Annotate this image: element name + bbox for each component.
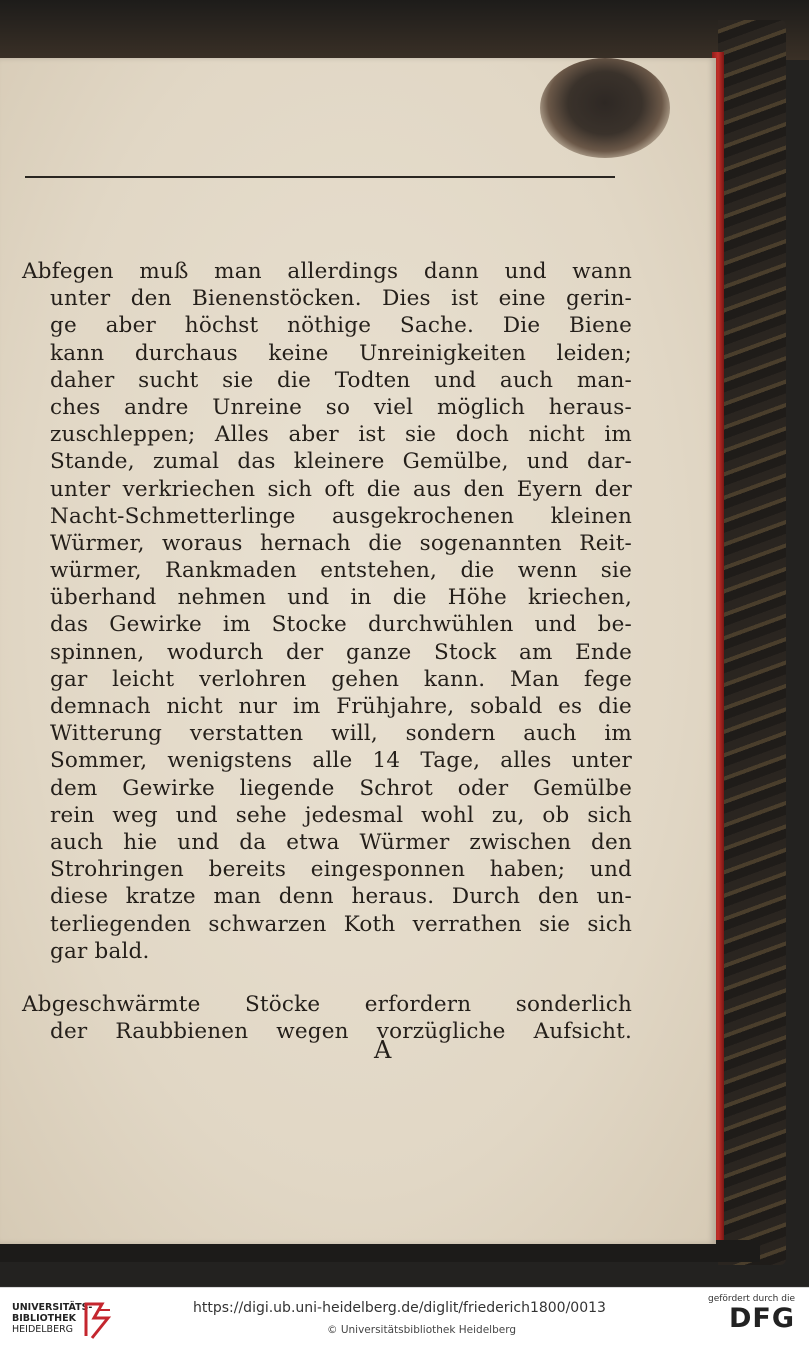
text-line: zuschleppen; Alles aber ist sie doch nicht im: [50, 422, 632, 448]
text-line: Nacht-Schmetterlinge ausgekrochenen kleinen: [50, 503, 632, 529]
copyright-notice: © Universitätsbibliothek Heidelberg: [327, 1324, 517, 1336]
text-line: daher sucht sie die Todten und auch man-: [50, 367, 632, 393]
page-url-link[interactable]: https://digi.ub.uni-heidelberg.de/diglit/friederich1800/0013: [193, 1300, 606, 1316]
text-line: Würmer, woraus hernach die sogenannten Reit-: [50, 530, 632, 556]
library-name-line: BIBLIOTHEK: [12, 1313, 76, 1324]
dfg-funder[interactable]: [708, 1294, 795, 1334]
text-line: unter verkriechen sich oft die aus den Eyern der: [50, 476, 632, 502]
viewer-footer: [0, 1287, 809, 1347]
text-line: Strohringen bereits eingesponnen haben; und: [50, 857, 632, 883]
text-line: demnach nicht nur im Frühjahre, sobald es die: [50, 694, 632, 719]
text-line: würmer, Rankmaden entstehen, die wenn sie: [50, 558, 632, 584]
text-line: ches andre Unreine so viel möglich heraus-: [50, 394, 632, 420]
text-line: spinnen, wodurch der ganze Stock am Ende: [50, 639, 632, 665]
page-text-block: [22, 258, 632, 1045]
text-line: terliegenden schwarzen Koth verrathen sie sich: [50, 911, 632, 937]
text-line: ge aber höchst nöthige Sache. Die Biene: [50, 313, 632, 339]
signature-mark: A: [374, 1036, 392, 1064]
text-line: diese kratze man denn heraus. Durch den un-: [50, 884, 632, 910]
text-line: überhand nehmen und in die Höhe kriechen,: [50, 585, 632, 611]
text-line: Sommer, wenigstens alle 14 Tage, alles unter: [50, 748, 632, 774]
library-emblem-icon: [82, 1298, 114, 1344]
text-line: das Gewirke im Stocke durchwühlen und be-: [50, 612, 632, 638]
university-library-logo[interactable]: [12, 1302, 92, 1335]
text-line: Witterung verstatten will, sondern auch im: [50, 721, 632, 747]
header-rule: [25, 176, 615, 178]
text-line: unter den Bienenstöcken. Dies ist eine gerin-: [50, 286, 632, 312]
text-line: gar bald.: [50, 938, 150, 964]
text-line: kann durchaus keine Unreinigkeiten leiden;: [50, 340, 632, 366]
library-name-line: UNIVERSITÄTS-: [12, 1302, 93, 1313]
text-line: auch hie und da etwa Würmer zwischen den: [50, 829, 632, 855]
library-name-line: HEIDELBERG: [12, 1324, 74, 1335]
text-line: Stande, zumal das kleinere Gemülbe, und dar-: [50, 449, 632, 475]
text-line: gar leicht verlohren gehen kann. Man fege: [50, 666, 632, 692]
dfg-logo: DFG: [728, 1303, 795, 1334]
book-cover-top: [0, 0, 809, 60]
book-cover-edge: [718, 20, 786, 1265]
text-line: rein weg und sehe jedesmal wohl zu, ob sich: [50, 802, 632, 828]
funder-note: gefördert durch die: [708, 1294, 795, 1304]
ink-stain: [540, 58, 670, 158]
text-line: Abfegen muß man allerdings dann und wann: [22, 259, 632, 284]
text-line: der Raubbienen wegen vorzügliche Aufsicht.: [50, 1019, 632, 1045]
text-line: Abgeschwärmte Stöcke erfordern sonderlich: [22, 991, 632, 1017]
text-line: dem Gewirke liegende Schrot oder Gemülbe: [50, 775, 632, 801]
